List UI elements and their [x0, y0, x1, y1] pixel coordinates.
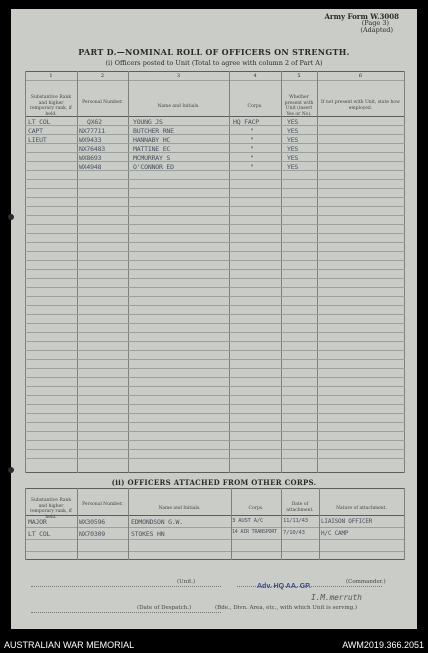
- row-present: YES: [287, 136, 299, 144]
- row-rank: LT COL: [28, 118, 51, 126]
- row-number: WX4948: [79, 163, 102, 171]
- col-header-corps: Corps.: [247, 104, 263, 109]
- col-number-2: 2: [100, 73, 105, 79]
- row-rank: LT COL: [28, 530, 51, 538]
- row-number: WX9433: [79, 136, 102, 144]
- row-nature: H/C CAMP: [321, 530, 349, 537]
- row-date: 7/10/43: [283, 530, 305, 536]
- form-page-number: (Page 3): [361, 19, 389, 27]
- despatch-line: [31, 611, 221, 613]
- col-header-rank: Substantive Rank and higher temporary rank, if held.: [30, 95, 72, 117]
- col-number-1: 1: [49, 73, 53, 79]
- row-corps: ": [250, 163, 254, 171]
- row-number: NX77711: [79, 127, 105, 135]
- form-adapted: (Adapted): [360, 26, 393, 34]
- row-rank: LIEUT: [28, 136, 47, 144]
- col-header-rank: Substantive Rank and higher temporary rank, if held.: [30, 498, 72, 520]
- col-header-nature: Nature of attachment.: [336, 506, 387, 511]
- commander-label: (Commander.): [346, 579, 386, 585]
- part-d-title: PART D.—NOMINAL ROLL OF OFFICERS ON STRENGTH.: [78, 47, 350, 57]
- row-rank: CAPT: [28, 127, 43, 135]
- row-nature: LIAISON OFFICER: [321, 518, 373, 525]
- officers-on-strength-table: [25, 71, 405, 473]
- unit-stamp: Adv. HQ AA. GP.: [257, 583, 311, 590]
- row-corps: 3 AUST A/C: [232, 518, 264, 524]
- row-corps: ": [250, 136, 254, 144]
- row-number: QX62: [87, 118, 102, 126]
- col-header-name: Name and Initials.: [158, 506, 201, 511]
- row-present: YES: [287, 145, 299, 153]
- row-present: YES: [287, 163, 299, 171]
- row-name: STOKES HN: [131, 530, 165, 538]
- commander-signature: I.M.merruth: [311, 593, 362, 602]
- row-name: MCMURRAY S: [133, 154, 171, 162]
- row-rank: MAJOR: [28, 518, 47, 526]
- row-name: YOUNG JS: [133, 118, 163, 126]
- row-number: WX30596: [79, 518, 105, 526]
- form-name: Army Form W.3008: [324, 12, 399, 21]
- archive-footer: [0, 638, 428, 653]
- row-present: YES: [287, 154, 299, 162]
- col-header-name: Name and Initials.: [157, 104, 200, 109]
- part-ii-title: (ii) OFFICERS ATTACHED FROM OTHER CORPS.: [111, 478, 317, 487]
- row-present: YES: [287, 118, 299, 126]
- despatch-label: (Date of Despatch.): [137, 605, 192, 611]
- col-header-present: Whether present with Unit (insert Yes or No).: [284, 95, 314, 117]
- bde-label: (Bde., Divn. Area, etc., with which Unit is serving.): [215, 605, 358, 611]
- row-name: MATTINE EC: [133, 145, 171, 153]
- row-corps: HQ FACP: [233, 118, 259, 126]
- row-corps: ": [250, 127, 254, 135]
- row-number: NX70309: [79, 530, 105, 538]
- form-header: [279, 13, 399, 34]
- row-name: EDMONDSON G.W.: [131, 518, 183, 526]
- row-corps: ": [250, 145, 254, 153]
- punch-hole-top: [8, 214, 14, 220]
- row-name: HANNABY HC: [133, 136, 171, 144]
- col-number-5: 5: [297, 73, 301, 79]
- col-header-number: Personal Number.: [82, 502, 123, 507]
- col-number-4: 4: [253, 73, 257, 79]
- row-date: 11/11/43: [283, 518, 308, 524]
- row-name: BUTCHER RNE: [133, 127, 174, 135]
- part-d-subtitle: (i) Officers posted to Unit (Total to agree with column 2 of Part A): [105, 59, 323, 67]
- unit-label: (Unit.): [177, 579, 196, 585]
- col-number-6: 6: [358, 73, 363, 79]
- col-header-number: Personal Number.: [82, 100, 123, 105]
- col-header-employed: If not present with Unit, state how employed.: [321, 100, 400, 111]
- col-number-3: 3: [176, 73, 181, 79]
- row-corps: 14 AIR TRANSPORT: [232, 529, 277, 535]
- attached-officers-table: [25, 488, 405, 560]
- col-header-corps: Corps.: [248, 506, 264, 511]
- punch-hole-bottom: [8, 467, 14, 473]
- footer-institution: AUSTRALIAN WAR MEMORIAL: [4, 640, 135, 650]
- row-present: YES: [287, 127, 299, 135]
- unit-line: [31, 585, 221, 587]
- row-corps: ": [250, 154, 254, 162]
- row-number: NX76483: [79, 145, 105, 153]
- footer-accession-number: AWM2019.366.2051: [342, 640, 424, 650]
- form-page: [11, 9, 417, 629]
- row-number: WX8693: [79, 154, 102, 162]
- row-name: O'CONNOR ED: [133, 163, 174, 171]
- col-header-date: Date of attachment.: [286, 502, 314, 513]
